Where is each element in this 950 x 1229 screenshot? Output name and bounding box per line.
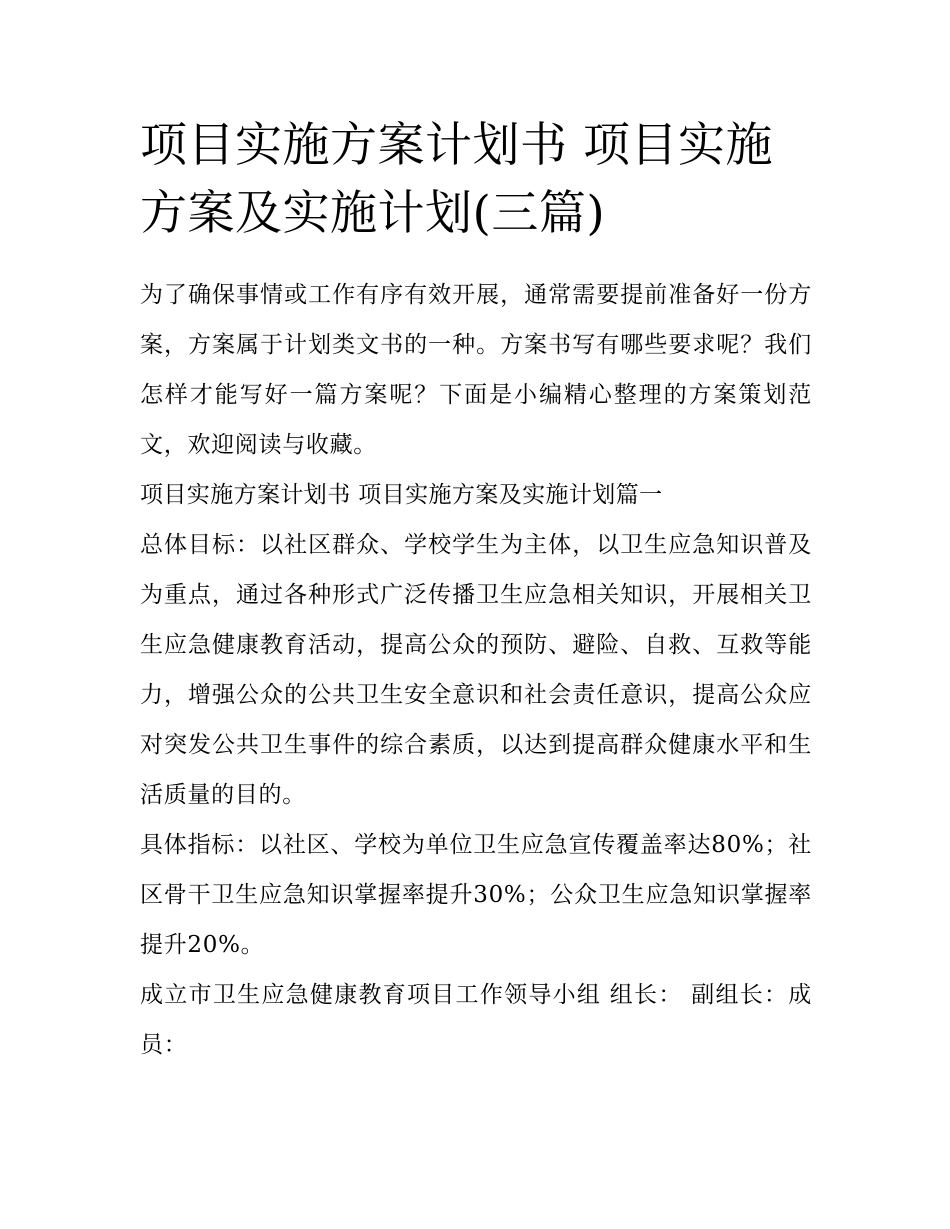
overall-goal-paragraph: 总体目标：以社区群众、学校学生为主体，以卫生应急知识普及为重点，通过各种形式广泛传播卫生应急相关知识，开展相关卫生应急健康教育活动，提高公众的预防、避险、自救、互救等能力，增强公众的公共卫生安全意识和社会责任意识，提高公众应对突发公共卫生事件的综合素质，以达到提高群众健康水平和生活质量的目的。: [140, 532, 812, 808]
leadership-group-paragraph: 成立市卫生应急健康教育项目工作领导小组 组长： 副组长：成员：: [140, 982, 812, 1058]
document-title: 项目实施方案计划书 项目实施方案及实施计划(三篇): [140, 118, 773, 241]
title-spacer: [140, 248, 812, 270]
specific-indicators-paragraph: 具体指标：以社区、学校为单位卫生应急宣传覆盖率达80%；社区骨干卫生应急知识掌握率提升30%；公众卫生应急知识掌握率提升20%。: [140, 832, 812, 958]
section-heading: 项目实施方案计划书 项目实施方案及实施计划篇一: [140, 482, 663, 508]
intro-paragraph: 为了确保事情或工作有序有效开展，通常需要提前准备好一份方案，方案属于计划类文书的一种。方案书写有哪些要求呢？我们怎样才能写好一篇方案呢？下面是小编精心整理的方案策划范文，欢迎阅读与收藏。: [140, 282, 812, 458]
document-body: [140, 112, 812, 1070]
